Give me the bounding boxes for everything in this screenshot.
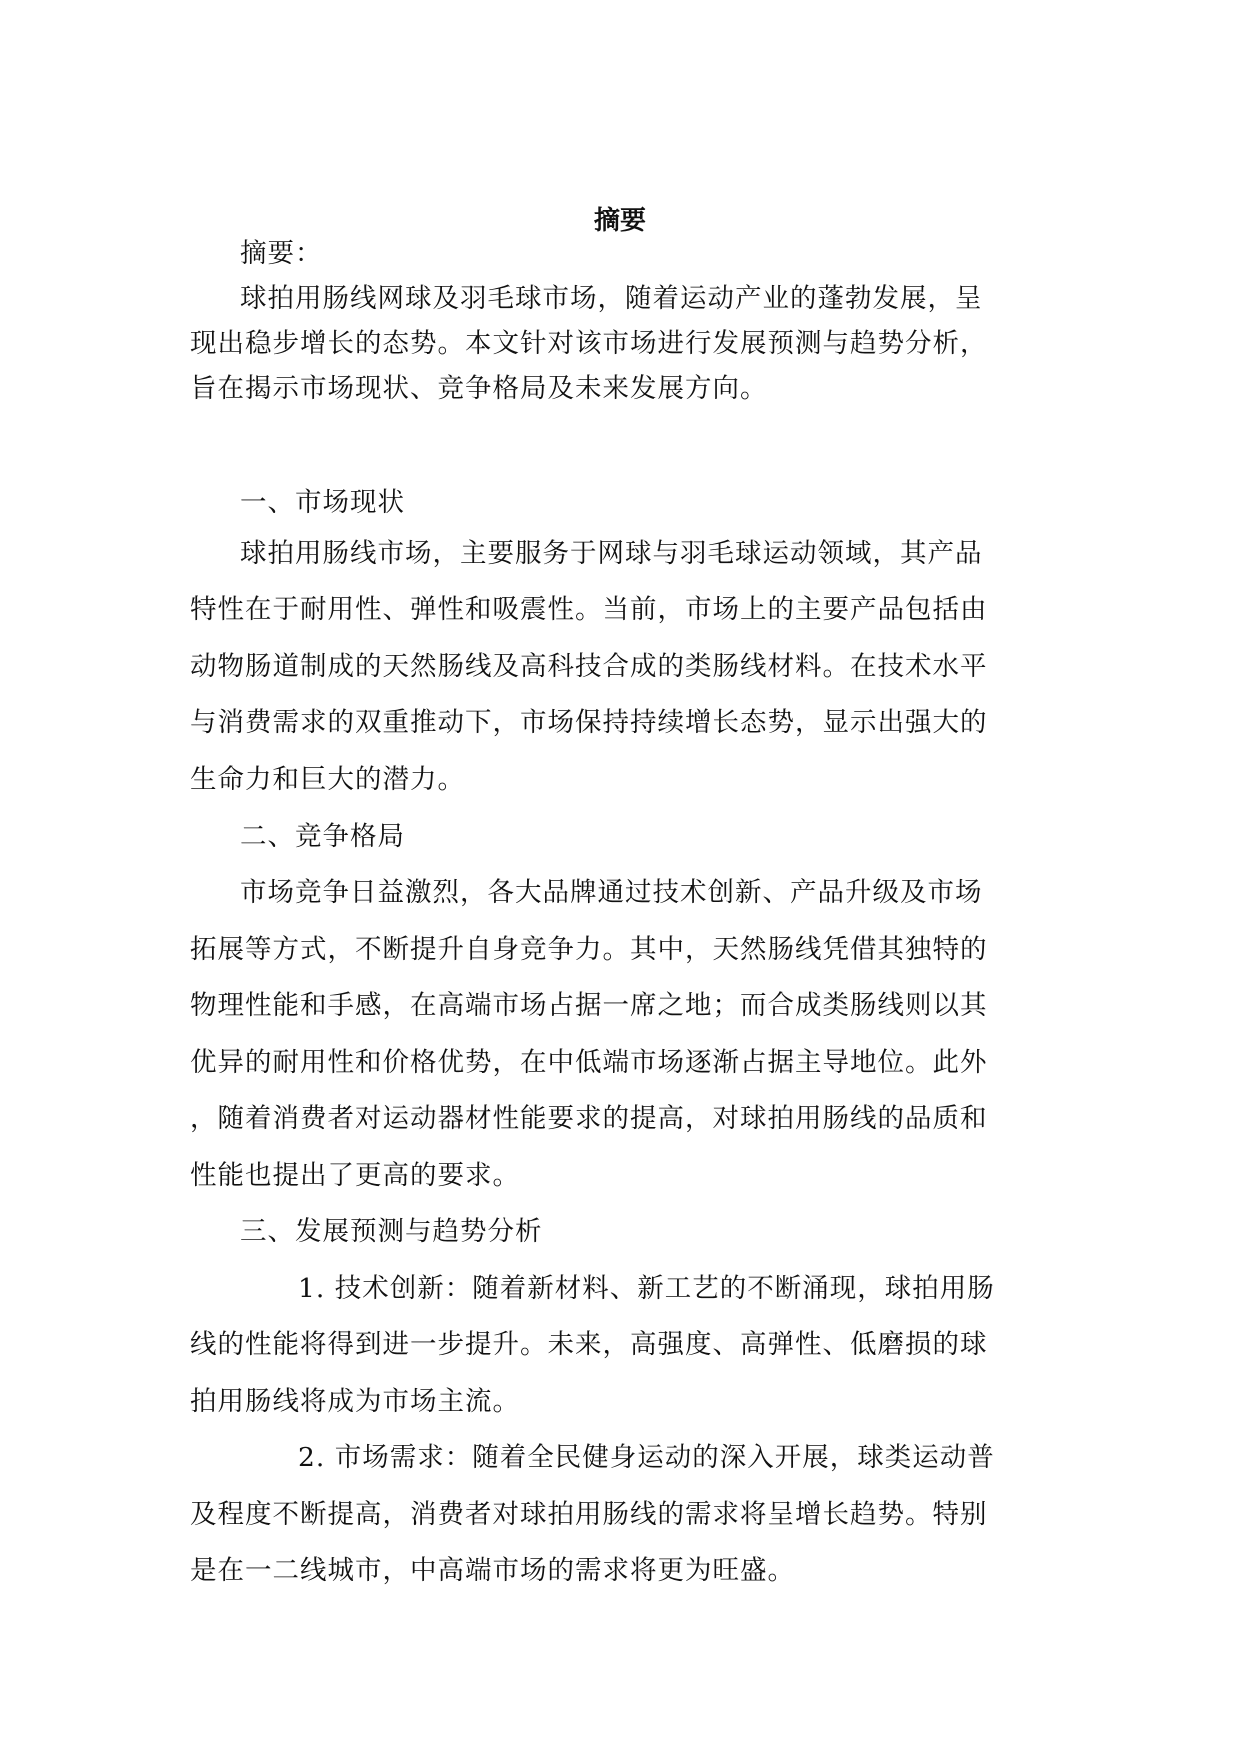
paragraph-line: 优异的耐用性和价格优势，在中低端市场逐渐占据主导地位。此外 bbox=[190, 1047, 988, 1078]
section-heading-market-status: 一、市场现状 bbox=[240, 487, 405, 518]
intro-line: 球拍用肠线网球及羽毛球市场，随着运动产业的蓬勃发展，呈 bbox=[240, 283, 983, 314]
paragraph-line: 与消费需求的双重推动下，市场保持持续增长态势，显示出强大的 bbox=[190, 707, 988, 738]
paragraph-line: 动物肠道制成的天然肠线及高科技合成的类肠线材料。在技术水平 bbox=[190, 651, 988, 682]
list-item-line: 是在一二线城市，中高端市场的需求将更为旺盛。 bbox=[190, 1555, 795, 1586]
list-item-line: 2. 市场需求：随着全民健身运动的深入开展，球类运动普 bbox=[298, 1442, 995, 1473]
paragraph-line: 生命力和巨大的潜力。 bbox=[190, 764, 465, 795]
section-heading-competition: 二、竞争格局 bbox=[240, 821, 405, 852]
paragraph-line: 拓展等方式，不断提升自身竞争力。其中，天然肠线凭借其独特的 bbox=[190, 934, 988, 965]
section-heading-forecast: 三、发展预测与趋势分析 bbox=[240, 1216, 543, 1247]
list-item-line: 及程度不断提高，消费者对球拍用肠线的需求将呈增长趋势。特别 bbox=[190, 1499, 988, 1530]
paragraph-line: 球拍用肠线市场，主要服务于网球与羽毛球运动领域，其产品 bbox=[240, 538, 983, 569]
paragraph-line: 物理性能和手感，在高端市场占据一席之地；而合成类肠线则以其 bbox=[190, 990, 988, 1021]
paragraph-line: 性能也提出了更高的要求。 bbox=[190, 1160, 520, 1191]
intro-line: 旨在揭示市场现状、竞争格局及未来发展方向。 bbox=[190, 373, 768, 404]
list-item-line: 1. 技术创新：随着新材料、新工艺的不断涌现，球拍用肠 bbox=[298, 1273, 995, 1304]
list-item-line: 线的性能将得到进一步提升。未来，高强度、高弹性、低磨损的球 bbox=[190, 1329, 988, 1360]
intro-line: 现出稳步增长的态势。本文针对该市场进行发展预测与趋势分析， bbox=[190, 328, 988, 359]
abstract-label: 摘要： bbox=[240, 238, 323, 269]
paragraph-line: 特性在于耐用性、弹性和吸震性。当前，市场上的主要产品包括由 bbox=[190, 594, 988, 625]
paragraph-line: 市场竞争日益激烈，各大品牌通过技术创新、产品升级及市场 bbox=[240, 877, 983, 908]
page-title: 摘要 bbox=[593, 206, 646, 236]
paragraph-line: ，随着消费者对运动器材性能要求的提高，对球拍用肠线的品质和 bbox=[190, 1103, 988, 1134]
list-item-line: 拍用肠线将成为市场主流。 bbox=[190, 1386, 520, 1417]
